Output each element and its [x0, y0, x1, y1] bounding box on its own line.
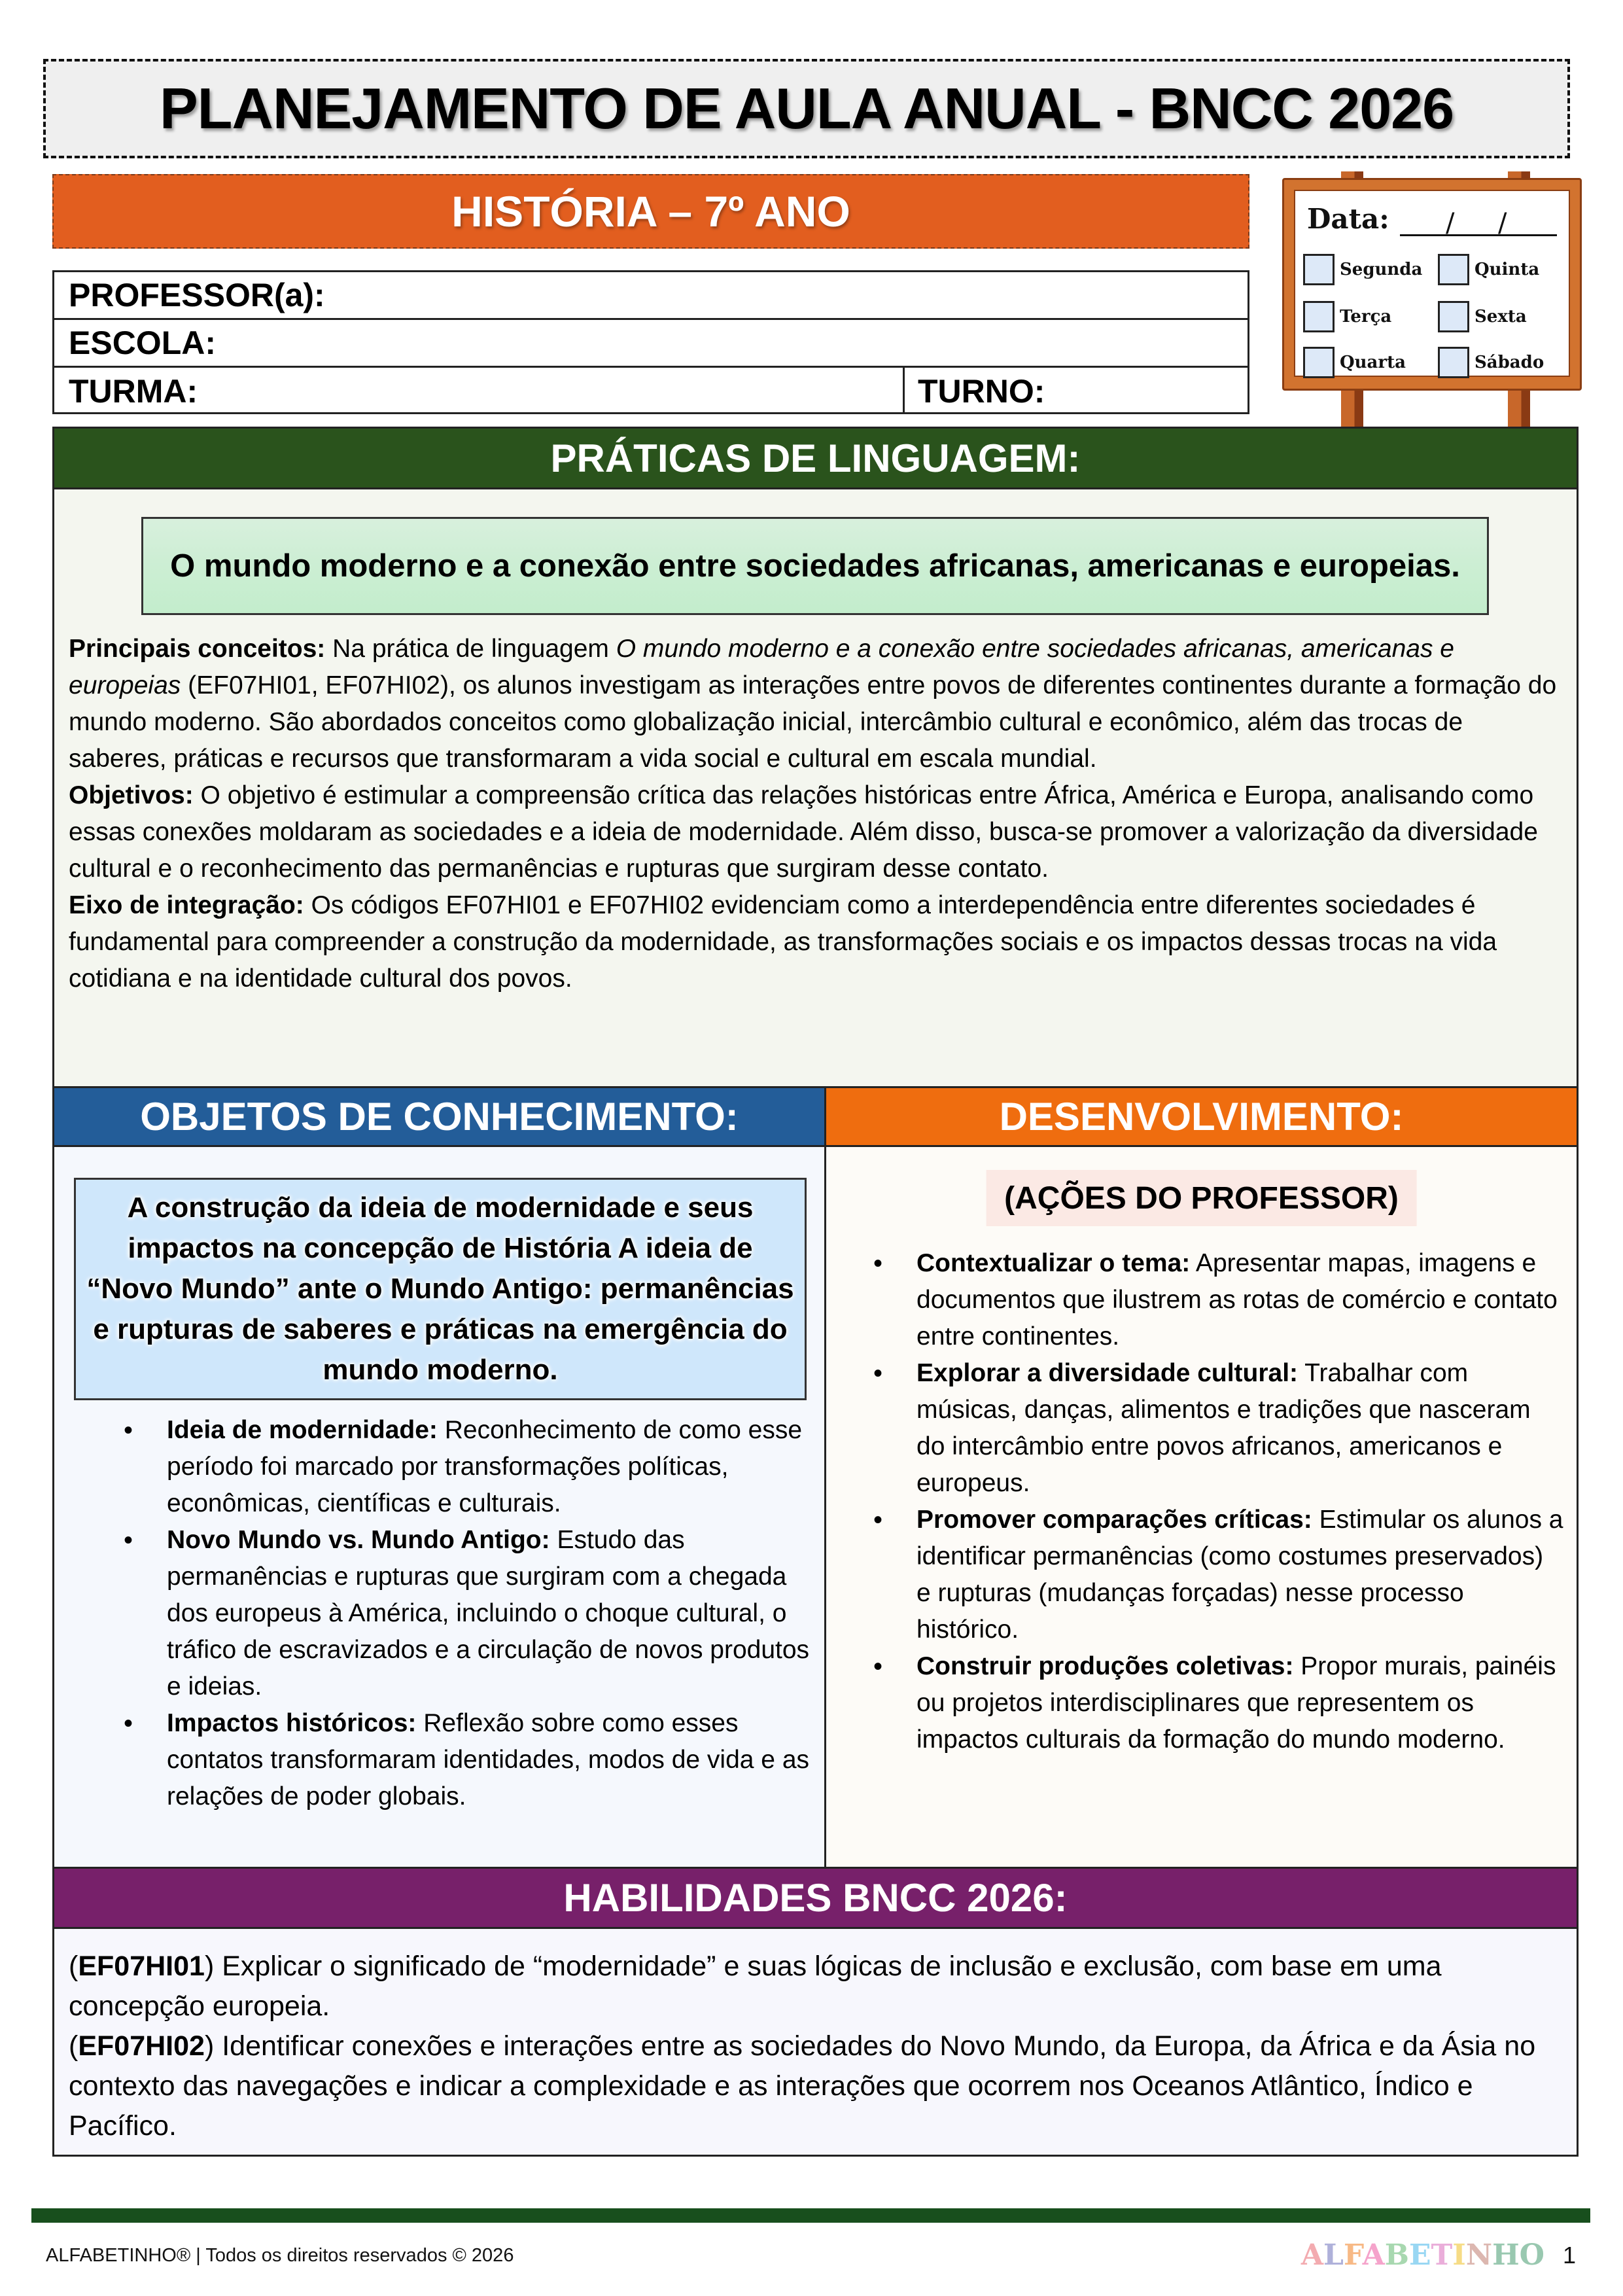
item-text: Reflexão sobre como esses contatos transformaram identidades, modos de vida e as relações de poder globais.	[167, 1709, 810, 1810]
praticas-body	[69, 631, 1557, 997]
checkbox[interactable]	[1303, 254, 1335, 285]
logo-letter: O	[1519, 2238, 1544, 2272]
objetos-heading: OBJETOS DE CONHECIMENTO:	[54, 1086, 824, 1147]
day-label: Terça	[1340, 307, 1392, 327]
day-sabado[interactable]	[1438, 347, 1544, 378]
day-segunda[interactable]	[1303, 254, 1422, 285]
logo-letter: N	[1465, 2238, 1493, 2272]
habilidade-text: Explicar o significado de “modernidade” e suas lógicas de inclusão e exclusão, com base em uma concepção europeia.	[69, 1951, 1442, 2022]
date-slash: /	[1446, 208, 1455, 238]
list-item	[120, 1522, 811, 1705]
checkbox[interactable]	[1438, 254, 1469, 285]
turma-field[interactable]	[54, 368, 905, 414]
board-face	[1294, 190, 1570, 377]
page-number: 1	[1562, 2242, 1576, 2269]
day-label: Quinta	[1475, 260, 1540, 279]
footer-copyright: ALFABETINHO® | Todos os direitos reservados © 2026	[46, 2245, 514, 2266]
day-terca[interactable]	[1303, 301, 1391, 332]
escola-label: ESCOLA:	[69, 325, 216, 361]
footer-divider	[31, 2208, 1590, 2223]
footer-logo	[1301, 2238, 1544, 2272]
item-text: Estudo das permanências e rupturas que surgiram com a chegada dos europeus à América, incluindo o choque cultural, o tráfico de escravizados e a circulação de novos produtos e ideias.	[167, 1526, 810, 1701]
logo-letter: L	[1323, 2238, 1344, 2272]
day-label: Segunda	[1340, 260, 1423, 279]
board-post	[1341, 387, 1363, 427]
praticas-section	[52, 427, 1579, 1086]
acoes-box	[986, 1170, 1417, 1226]
list-item	[869, 1245, 1563, 1355]
board-frame	[1282, 178, 1582, 391]
day-label: Sexta	[1475, 307, 1527, 327]
paragraph-italic: O mundo moderno e a conexão entre sociedades africanas, americanas e europeias	[69, 635, 1454, 699]
objetos-list	[120, 1412, 811, 1815]
logo-letter: T	[1431, 2238, 1453, 2272]
habilidades-body	[69, 1947, 1562, 2146]
turma-turno-row	[54, 368, 1248, 414]
objetos-column	[54, 1086, 826, 1867]
desenvolvimento-column	[826, 1086, 1577, 1867]
habilidade-text: Identificar conexões e interações entre as sociedades do Novo Mundo, da Europa, da África e da Ásia no contexto das navegações e indicar a complexidade e as interações que ocorrem nos Oceanos Atlântico, Índico e Pacífico.	[69, 2030, 1536, 2142]
day-sexta[interactable]	[1438, 301, 1527, 332]
checkbox[interactable]	[1303, 347, 1335, 378]
habilidade-code: EF07HI01	[78, 1951, 205, 1982]
acoes-subheading: (AÇÕES DO PROFESSOR)	[1004, 1180, 1399, 1216]
item-label: Explorar a diversidade cultural:	[916, 1359, 1299, 1387]
board-post	[1508, 387, 1530, 427]
paragraph-text: Os códigos EF07HI01 e EF07HI02 evidenciam como a interdependência entre diferentes sociedades é fundamental para compreender a construção da modernidade, as transformações sociais e os impactos dessas trocas na vida cotidiana e na identidade cultural dos povos.	[69, 891, 1497, 993]
objetos-box-text: A construção da ideia de modernidade e seus impactos na concepção de História A ideia de “Novo Mundo” ante o Mundo Antigo: permanências e rupturas de saberes e práticas na emergência do mundo moderno.	[86, 1192, 794, 1386]
paragraph-objetivos	[69, 777, 1557, 887]
info-table	[52, 270, 1249, 414]
list-item	[120, 1705, 811, 1815]
date-label: Data:	[1307, 203, 1389, 235]
day-quarta[interactable]	[1303, 347, 1406, 378]
item-label: Impactos históricos:	[167, 1709, 417, 1737]
logo-letter: E	[1408, 2238, 1431, 2272]
item-label: Promover comparações críticas:	[916, 1506, 1312, 1534]
day-quinta[interactable]	[1438, 254, 1539, 285]
habilidades-section	[52, 1867, 1579, 2157]
list-item	[120, 1412, 811, 1522]
habilidade-code: EF07HI02	[78, 2030, 205, 2062]
praticas-topic: O mundo moderno e a conexão entre sociedades africanas, americanas e europeias.	[170, 548, 1460, 584]
item-text: Reconhecimento de como esse período foi marcado por transformações políticas, econômicas, científicas e culturais.	[167, 1416, 803, 1517]
list-item	[869, 1648, 1563, 1758]
list-item	[869, 1502, 1563, 1648]
praticas-topic-box	[141, 517, 1489, 615]
objetos-desenvolvimento-section	[52, 1086, 1579, 1867]
date-field[interactable]	[1400, 234, 1557, 236]
paragraph-label: Principais conceitos:	[69, 635, 326, 663]
logo-letter: A	[1300, 2238, 1324, 2272]
item-label: Novo Mundo vs. Mundo Antigo:	[167, 1526, 550, 1554]
professor-row[interactable]	[54, 272, 1248, 320]
turno-label: TURNO:	[918, 372, 1045, 410]
date-slash: /	[1498, 208, 1507, 238]
objetos-box	[74, 1178, 807, 1400]
item-text: Apresentar mapas, imagens e documentos que ilustrem as rotas de comércio e contato entre continentes.	[916, 1249, 1558, 1351]
turno-field[interactable]	[905, 368, 1248, 414]
turma-label: TURMA:	[69, 372, 198, 410]
list-item	[869, 1355, 1563, 1502]
paragraph-label: Objetivos:	[69, 781, 194, 809]
item-text: Trabalhar com músicas, danças, alimentos e tradições que nasceram do intercâmbio entre povos africanos, americanos e europeus.	[916, 1359, 1531, 1497]
praticas-heading: PRÁTICAS DE LINGUAGEM:	[54, 427, 1577, 489]
page-title: PLANEJAMENTO DE AULA ANUAL - BNCC 2026	[159, 76, 1454, 141]
checkbox[interactable]	[1438, 301, 1469, 332]
escola-row[interactable]	[54, 320, 1248, 368]
logo-letter: A	[1362, 2238, 1385, 2272]
paragraph-conceitos	[69, 631, 1557, 777]
paragraph-eixo	[69, 887, 1557, 997]
professor-label: PROFESSOR(a):	[69, 277, 325, 313]
item-label: Ideia de modernidade:	[167, 1416, 438, 1444]
checkbox[interactable]	[1438, 347, 1469, 378]
subject-title: HISTÓRIA – 7º ANO	[451, 187, 850, 236]
item-label: Construir produções coletivas:	[916, 1652, 1294, 1680]
desenvolvimento-heading: DESENVOLVIMENTO:	[826, 1086, 1577, 1147]
paragraph-label: Eixo de integração:	[69, 891, 304, 919]
logo-letter: H	[1492, 2238, 1520, 2272]
habilidade-item: (EF07HI01) Explicar o significado de “modernidade” e suas lógicas de inclusão e exclusão, com base em uma concepção europeia.	[69, 1951, 1442, 2022]
habilidade-item: (EF07HI02) Identificar conexões e interações entre as sociedades do Novo Mundo, da Europa, da África e da Ásia no contexto das navegações e indicar a complexidade e as interações que ocorrem nos Oceanos Atlântico, Índico e Pacífico.	[69, 2030, 1536, 2142]
day-label: Sábado	[1475, 353, 1544, 372]
paragraph-text: O objetivo é estimular a compreensão crítica das relações históricas entre África, América e Europa, analisando como essas conexões moldaram as sociedades e a ideia de modernidade. Além disso, busca-se promover a valorização da diversidade cultural e o reconhecimento das permanências e rupturas que surgiram desse contato.	[69, 781, 1538, 883]
paragraph-text: Na prática de linguagem	[325, 635, 616, 663]
calendar-board	[1279, 171, 1585, 427]
title-banner	[43, 59, 1570, 158]
paragraph-text: (EF07HI01, EF07HI02), os alunos investigam as interações entre povos de diferentes continentes durante a formação do mundo moderno. São abordados conceitos como globalização inicial, intercâmbio cultural e econômico, além das trocas de saberes, práticas e recursos que transformaram a vida social e cultural em escala mundial.	[69, 671, 1557, 773]
checkbox[interactable]	[1303, 301, 1335, 332]
logo-letter: I	[1452, 2238, 1466, 2272]
item-text: Propor murais, painéis ou projetos interdisciplinares que representem os impactos culturais da formação do mundo moderno.	[916, 1652, 1556, 1754]
habilidades-heading: HABILIDADES BNCC 2026:	[54, 1867, 1577, 1929]
subject-bar	[52, 174, 1249, 249]
item-label: Contextualizar o tema:	[916, 1249, 1191, 1277]
item-text: Estimular os alunos a identificar permanências (como costumes preservados) e rupturas (mudanças forçadas) nesse processo histórico.	[916, 1506, 1563, 1644]
logo-letter: F	[1343, 2238, 1363, 2272]
desenvolvimento-list	[869, 1245, 1563, 1758]
day-label: Quarta	[1340, 353, 1406, 372]
logo-letter: B	[1384, 2238, 1409, 2272]
